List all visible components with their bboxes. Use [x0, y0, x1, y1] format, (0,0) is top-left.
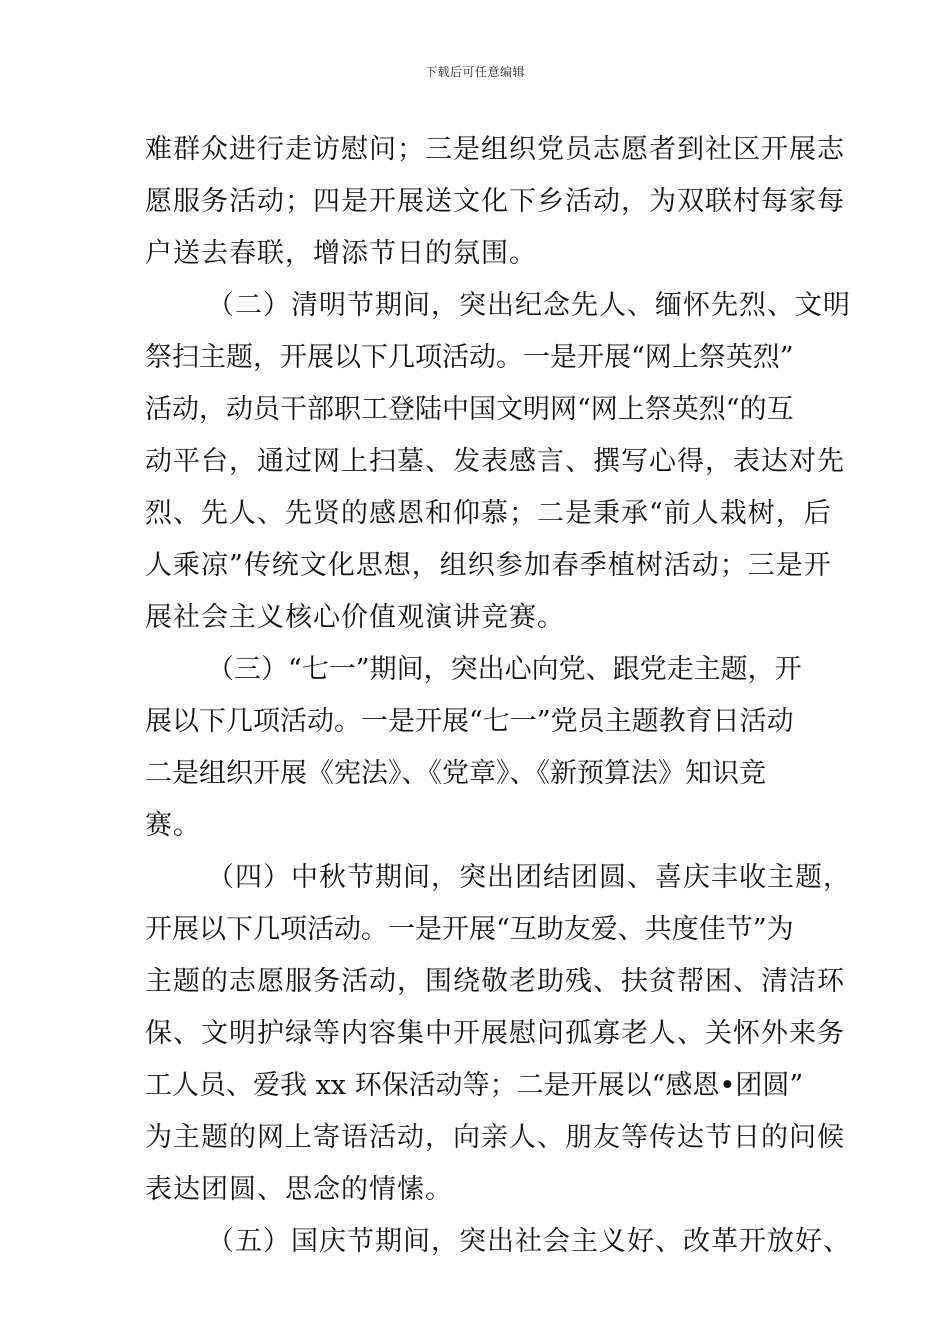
text-line: 保、文明护绿等内容集中开展慰问孤寡老人、关怀外来务 — [145, 1018, 845, 1049]
text-line: 主题的志愿服务活动，围绕敬老助残、扶贫帮困、清洁环 — [145, 966, 845, 997]
paragraph — [145, 280, 851, 644]
paragraph — [145, 644, 810, 852]
text-line: 人乘凉”传统文化思想，组织参加春季植树活动；三是开 — [145, 550, 832, 581]
paragraph — [145, 852, 851, 1216]
text-line: （三）“七一”期间，突出心向党、跟党走主题，开 — [207, 654, 802, 685]
text-line: 赛。 — [145, 810, 201, 841]
page-header: 下载后可任意编辑 — [424, 65, 525, 79]
text-line: 烈、先人、先贤的感恩和仰慕；二是秉承“前人栽树，后 — [145, 498, 832, 529]
text-line: 动平台，通过网上扫墓、发表感言、撰写心得，表达对先 — [145, 446, 845, 477]
document-body — [145, 124, 851, 1268]
text-line: （四）中秋节期间，突出团结团圆、喜庆丰收主题， — [207, 862, 851, 893]
text-line: 活动，动员干部职工登陆中国文明网“网上祭英烈“的互 — [145, 394, 794, 425]
text-line: （二）清明节期间，突出纪念先人、缅怀先烈、文明 — [207, 290, 851, 321]
text-line: 难群众进行走访慰问；三是组织党员志愿者到社区开展志 — [145, 134, 845, 165]
text-line: 为主题的网上寄语活动，向亲人、朋友等传达节日的问候 — [145, 1122, 845, 1153]
text-line: 开展以下几项活动。一是开展“互助友爱、共度佳节”为 — [145, 914, 794, 945]
text-line: 二是组织开展《宪法》、《党章》、《新预算法》知识竞 — [145, 758, 766, 789]
text-line: 祭扫主题，开展以下几项活动。一是开展“网上祭英烈” — [145, 342, 794, 373]
text-line: 表达团圆、思念的情愫。 — [145, 1174, 453, 1205]
paragraph — [145, 1216, 851, 1268]
paragraph — [145, 124, 845, 280]
text-line: 工人员、爱我 xx 环保活动等；二是开展以“感恩•团圆” — [145, 1070, 804, 1101]
text-line: 展社会主义核心价值观演讲竞赛。 — [145, 602, 565, 633]
text-line: （五）国庆节期间，突出社会主义好、改革开放好、 — [207, 1226, 851, 1257]
text-line: 户送去春联，增添节日的氛围。 — [145, 238, 537, 269]
text-line: 展以下几项活动。一是开展“七一”党员主题教育日活动 — [145, 706, 794, 737]
text-line: 愿服务活动；四是开展送文化下乡活动，为双联村每家每 — [145, 186, 845, 217]
